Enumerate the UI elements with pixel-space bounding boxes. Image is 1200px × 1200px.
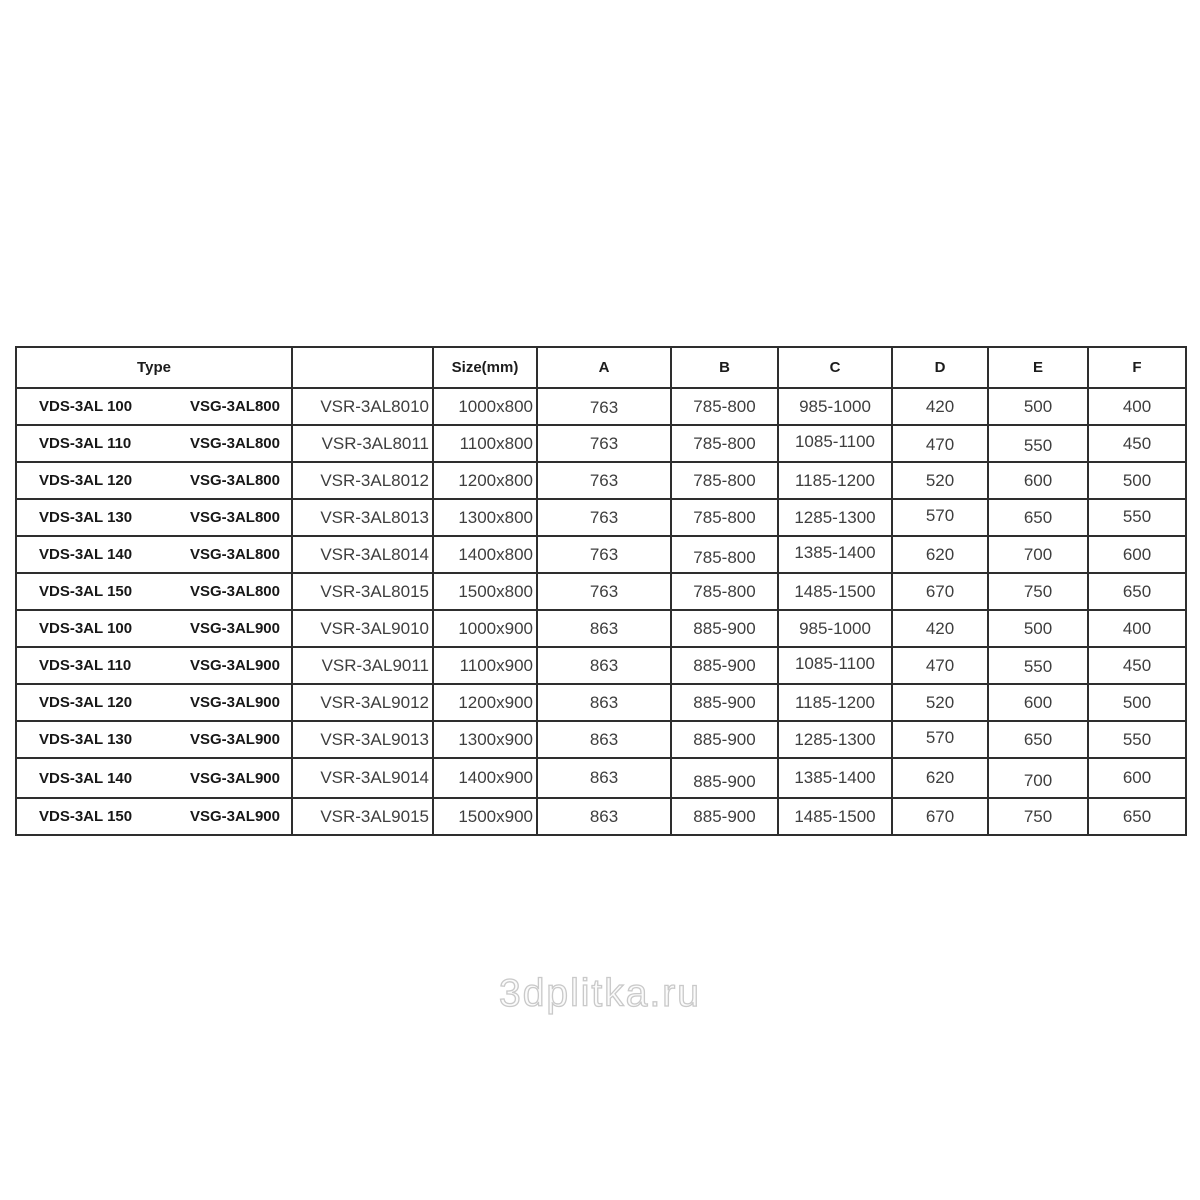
header-e: E: [988, 347, 1088, 388]
cell-f: 400: [1088, 610, 1186, 647]
cell-d: 620: [892, 758, 988, 798]
type-vsg-label: VSG-3AL900: [189, 620, 280, 637]
cell-type: [16, 425, 292, 462]
cell-f: 450: [1088, 425, 1186, 462]
cell-e: 500: [988, 610, 1088, 647]
header-row: [16, 347, 1186, 388]
cell-e: 650: [988, 499, 1088, 536]
type-vds-label: VDS-3AL 130: [39, 509, 133, 526]
spec-table: [15, 346, 1187, 836]
type-vds-label: VDS-3AL 100: [39, 398, 133, 415]
cell-e: 750: [988, 573, 1088, 610]
type-vds-label: VDS-3AL 140: [39, 769, 133, 787]
table-row: [16, 388, 1186, 425]
header-d: D: [892, 347, 988, 388]
table-row: [16, 684, 1186, 721]
cell-d: 470: [892, 647, 988, 684]
cell-c: 1185-1200: [778, 462, 892, 499]
header-type: Type: [16, 347, 292, 388]
cell-model: VSR-3AL9011: [292, 647, 433, 684]
cell-size: 1300x800: [433, 499, 537, 536]
cell-d: 570: [892, 499, 988, 536]
cell-type: [16, 721, 292, 758]
cell-a: 863: [537, 647, 671, 684]
cell-a: 763: [537, 462, 671, 499]
type-vds-label: VDS-3AL 120: [39, 472, 133, 489]
cell-b: 885-900: [671, 758, 778, 798]
cell-d: 470: [892, 425, 988, 462]
cell-c: 1485-1500: [778, 798, 892, 835]
type-vsg-label: VSG-3AL800: [189, 435, 280, 452]
type-vsg-label: VSG-3AL900: [189, 731, 280, 748]
cell-b: 785-800: [671, 536, 778, 573]
cell-e: 550: [988, 647, 1088, 684]
type-vsg-label: VSG-3AL800: [189, 546, 280, 563]
cell-a: 763: [537, 425, 671, 462]
cell-model: VSR-3AL8012: [292, 462, 433, 499]
cell-a: 863: [537, 684, 671, 721]
type-vds-label: VDS-3AL 140: [39, 546, 133, 563]
cell-a: 763: [537, 499, 671, 536]
table-body: [16, 388, 1186, 835]
cell-f: 600: [1088, 536, 1186, 573]
cell-d: 620: [892, 536, 988, 573]
cell-size: 1500x900: [433, 798, 537, 835]
cell-c: 1385-1400: [778, 758, 892, 798]
cell-size: 1100x900: [433, 647, 537, 684]
cell-model: VSR-3AL9014: [292, 758, 433, 798]
cell-c: 1185-1200: [778, 684, 892, 721]
type-vsg-label: VSG-3AL800: [189, 472, 280, 489]
table-row: [16, 499, 1186, 536]
cell-e: 550: [988, 425, 1088, 462]
cell-f: 650: [1088, 573, 1186, 610]
cell-e: 600: [988, 462, 1088, 499]
cell-size: 1400x800: [433, 536, 537, 573]
cell-d: 520: [892, 684, 988, 721]
cell-type: [16, 684, 292, 721]
cell-f: 550: [1088, 499, 1186, 536]
cell-c: 1085-1100: [778, 647, 892, 684]
cell-type: [16, 758, 292, 798]
type-vsg-label: VSG-3AL800: [189, 398, 280, 415]
table-header: [16, 347, 1186, 388]
cell-model: VSR-3AL9012: [292, 684, 433, 721]
type-vsg-label: VSG-3AL800: [189, 583, 280, 600]
cell-b: 785-800: [671, 573, 778, 610]
cell-b: 785-800: [671, 388, 778, 425]
cell-b: 785-800: [671, 462, 778, 499]
type-vds-label: VDS-3AL 150: [39, 583, 133, 600]
cell-size: 1100x800: [433, 425, 537, 462]
cell-size: 1200x900: [433, 684, 537, 721]
cell-a: 863: [537, 721, 671, 758]
table-row: [16, 573, 1186, 610]
type-vds-label: VDS-3AL 110: [39, 657, 132, 674]
cell-type: [16, 798, 292, 835]
cell-b: 785-800: [671, 499, 778, 536]
header-f: F: [1088, 347, 1186, 388]
header-c: C: [778, 347, 892, 388]
header-b: B: [671, 347, 778, 388]
cell-f: 600: [1088, 758, 1186, 798]
cell-type: [16, 462, 292, 499]
table-row: [16, 536, 1186, 573]
cell-type: [16, 647, 292, 684]
cell-a: 863: [537, 798, 671, 835]
cell-a: 763: [537, 388, 671, 425]
cell-f: 500: [1088, 462, 1186, 499]
header-a: A: [537, 347, 671, 388]
cell-e: 600: [988, 684, 1088, 721]
cell-c: 985-1000: [778, 388, 892, 425]
table-row: [16, 610, 1186, 647]
type-vds-label: VDS-3AL 110: [39, 435, 132, 452]
cell-f: 500: [1088, 684, 1186, 721]
cell-a: 763: [537, 536, 671, 573]
cell-model: VSR-3AL8015: [292, 573, 433, 610]
cell-size: 1400x900: [433, 758, 537, 798]
cell-model: VSR-3AL8010: [292, 388, 433, 425]
table-row: [16, 721, 1186, 758]
type-vds-label: VDS-3AL 100: [39, 620, 133, 637]
cell-type: [16, 388, 292, 425]
cell-f: 400: [1088, 388, 1186, 425]
cell-c: 1285-1300: [778, 721, 892, 758]
cell-d: 670: [892, 573, 988, 610]
cell-c: 1285-1300: [778, 499, 892, 536]
cell-a: 863: [537, 758, 671, 798]
type-vsg-label: VSG-3AL900: [189, 657, 280, 674]
cell-c: 1085-1100: [778, 425, 892, 462]
table-row: [16, 798, 1186, 835]
cell-type: [16, 499, 292, 536]
cell-b: 885-900: [671, 798, 778, 835]
cell-size: 1200x800: [433, 462, 537, 499]
cell-d: 520: [892, 462, 988, 499]
cell-size: 1500x800: [433, 573, 537, 610]
cell-a: 763: [537, 573, 671, 610]
table-row: [16, 758, 1186, 798]
cell-b: 785-800: [671, 425, 778, 462]
cell-f: 450: [1088, 647, 1186, 684]
cell-type: [16, 610, 292, 647]
header-size: Size(mm): [433, 347, 537, 388]
table-row: [16, 462, 1186, 499]
cell-c: 985-1000: [778, 610, 892, 647]
cell-model: VSR-3AL9010: [292, 610, 433, 647]
cell-d: 420: [892, 610, 988, 647]
cell-b: 885-900: [671, 647, 778, 684]
cell-b: 885-900: [671, 610, 778, 647]
cell-e: 650: [988, 721, 1088, 758]
cell-size: 1000x800: [433, 388, 537, 425]
table-row: [16, 647, 1186, 684]
cell-c: 1385-1400: [778, 536, 892, 573]
cell-model: VSR-3AL8011: [292, 425, 433, 462]
cell-model: VSR-3AL9015: [292, 798, 433, 835]
type-vds-label: VDS-3AL 130: [39, 731, 133, 748]
cell-size: 1000x900: [433, 610, 537, 647]
cell-size: 1300x900: [433, 721, 537, 758]
cell-d: 570: [892, 721, 988, 758]
type-vds-label: VDS-3AL 120: [39, 694, 133, 711]
type-vsg-label: VSG-3AL900: [189, 808, 280, 825]
cell-type: [16, 536, 292, 573]
type-vds-label: VDS-3AL 150: [39, 808, 133, 825]
type-vsg-label: VSG-3AL900: [189, 694, 280, 711]
cell-model: VSR-3AL8013: [292, 499, 433, 536]
cell-d: 420: [892, 388, 988, 425]
cell-type: [16, 573, 292, 610]
cell-d: 670: [892, 798, 988, 835]
cell-model: VSR-3AL9013: [292, 721, 433, 758]
type-vsg-label: VSG-3AL800: [189, 509, 280, 526]
cell-e: 750: [988, 798, 1088, 835]
cell-c: 1485-1500: [778, 573, 892, 610]
cell-e: 700: [988, 758, 1088, 798]
cell-a: 863: [537, 610, 671, 647]
cell-e: 700: [988, 536, 1088, 573]
type-vsg-label: VSG-3AL900: [189, 769, 280, 787]
cell-b: 885-900: [671, 721, 778, 758]
header-model: [292, 347, 433, 388]
cell-f: 650: [1088, 798, 1186, 835]
cell-f: 550: [1088, 721, 1186, 758]
table-row: [16, 425, 1186, 462]
cell-b: 885-900: [671, 684, 778, 721]
cell-e: 500: [988, 388, 1088, 425]
watermark: 3dplitka.ru: [499, 972, 701, 1015]
cell-model: VSR-3AL8014: [292, 536, 433, 573]
